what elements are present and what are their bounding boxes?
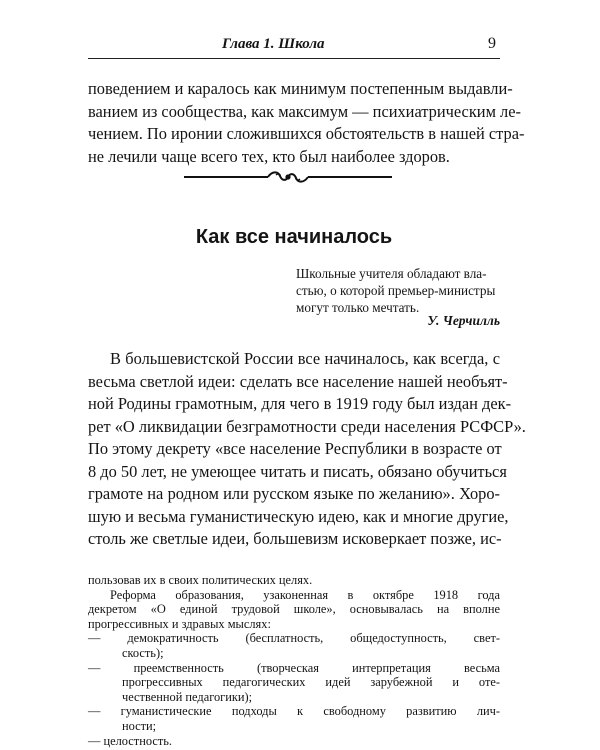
- text-line: весьма светлой идеи: сделать все население нашей необъят-: [88, 372, 508, 391]
- epigraph-line: стью, о которой премьер-министры: [296, 283, 496, 298]
- text-line: не лечили чаще всего тех, кто был наиболее здоров.: [88, 147, 450, 166]
- list-item: — преемственность (творческая интерпретация весьма: [88, 660, 500, 675]
- epigraph-line: могут только мечтать.: [296, 300, 420, 315]
- list-item: — демократичность (бесплатность, общедоступность, свет-: [88, 631, 500, 646]
- text-line: шую и весьма гуманистическую идею, как и многие другие,: [88, 507, 509, 526]
- text-line: По этому декрету «все население Республики в возрасте от: [88, 439, 502, 458]
- text-line: Реформа образования, узаконенная в октябре 1918 года: [110, 587, 500, 602]
- text-line: поведением и каралось как минимум постепенным выдавли-: [88, 79, 513, 98]
- list-item-continuation: ности;: [122, 719, 157, 733]
- text-line: ванием из сообщества, как максимум — психиатрическим ле-: [88, 102, 521, 121]
- ornament-divider-icon: [184, 167, 392, 187]
- section-title: Как все начиналось: [195, 226, 393, 248]
- list-item: — целостность.: [88, 733, 173, 748]
- text-line: 8 до 50 лет, не умеющее читать и писать, обязано обучиться: [88, 462, 507, 481]
- text-line: грамоте на родном или русском языке по желанию». Хоро-: [88, 484, 500, 503]
- text-line: рет «О ликвидации безграмотности среди населения РСФСР».: [88, 417, 526, 436]
- epigraph-author: У. Черчилль: [427, 313, 500, 328]
- text-line: прогрессивных и здравых мыслях:: [88, 616, 271, 631]
- text-line: ной Родины грамотным, для чего в 1919 году был издан дек-: [88, 394, 512, 413]
- text-line: столь же светлые идеи, большевизм исковеркает позже, ис-: [88, 529, 502, 548]
- chapter-title: Глава 1. Школа: [222, 36, 325, 52]
- page-number: 9: [488, 35, 496, 52]
- text-line: пользовав их в своих политических целях.: [88, 573, 313, 587]
- list-item: — гуманистические подходы к свободному развитию лич-: [88, 704, 500, 719]
- text-line: В большевистской России все начиналось, как всегда, с: [110, 349, 500, 368]
- list-item-continuation: чественной педагогики);: [122, 689, 253, 704]
- text-line: чением. По иронии сложившихся обстоятельств в нашей стра-: [88, 124, 525, 143]
- list-item-continuation: скость);: [122, 646, 164, 660]
- epigraph-line: Школьные учителя обладают вла-: [296, 266, 487, 281]
- text-line: декретом «О единой трудовой школе», основывалась на вполне: [88, 602, 500, 617]
- list-item-continuation: прогрессивных педагогических идей зарубежной и оте-: [122, 675, 500, 690]
- running-header: [88, 34, 500, 59]
